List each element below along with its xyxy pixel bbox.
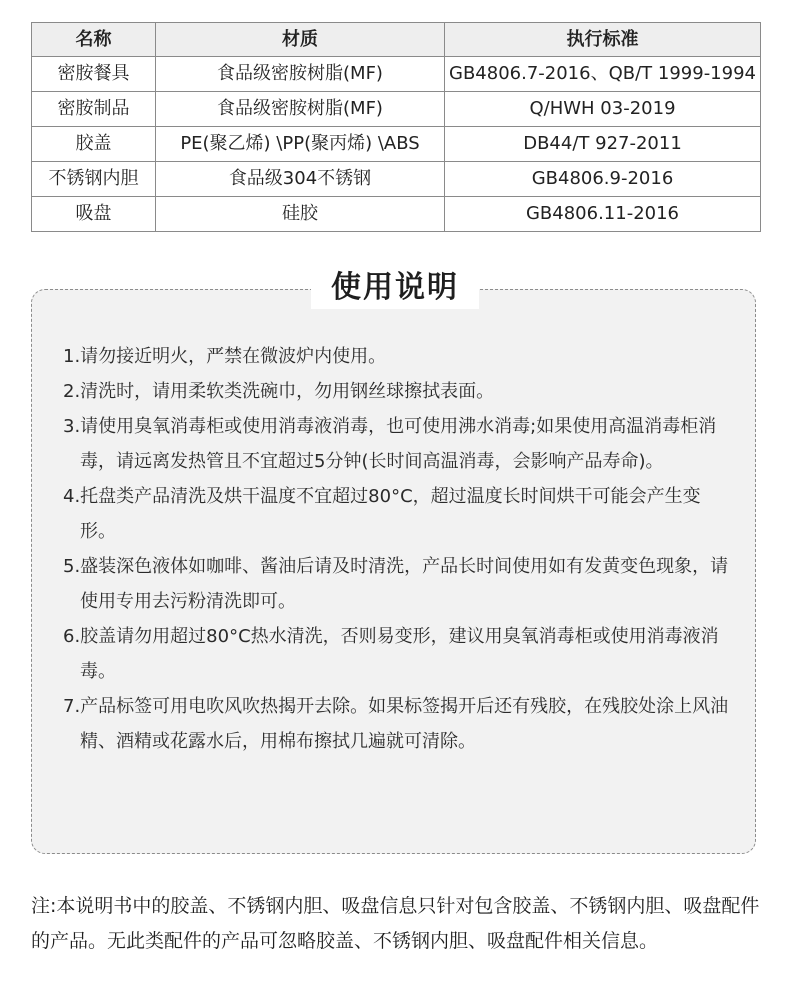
cell-material: 食品级密胺树脂(MF) <box>156 57 445 92</box>
cell-name: 吸盘 <box>32 197 156 232</box>
header-name: 名称 <box>32 23 156 57</box>
instruction-item: 1.请勿接近明火，严禁在微波炉内使用。 <box>63 346 387 367</box>
cell-name: 密胺餐具 <box>32 57 156 92</box>
table-header-row <box>32 23 761 57</box>
instructions-title: 使用说明 <box>311 267 479 309</box>
cell-standard: GB4806.11-2016 <box>445 197 761 232</box>
header-material: 材质 <box>156 23 445 57</box>
table-row <box>32 127 761 162</box>
cell-name: 胶盖 <box>32 127 156 162</box>
cell-material: PE(聚乙烯) \PP(聚丙烯) \ABS <box>156 127 445 162</box>
instruction-item: 4.托盘类产品清洗及烘干温度不宜超过80°C，超过温度长时间烘干可能会产生变形。 <box>63 486 701 542</box>
instruction-item: 5.盛装深色液体如咖啡、酱油后请及时清洗，产品长时间使用如有发黄变色现象，请使用专用去污粉清洗即可。 <box>63 556 729 612</box>
table-row <box>32 162 761 197</box>
instruction-item: 6.胶盖请勿用超过80°C热水清洗，否则易变形，建议用臭氧消毒柜或使用消毒液消毒。 <box>63 626 719 682</box>
table-row <box>32 197 761 232</box>
cell-name: 密胺制品 <box>32 92 156 127</box>
table-row <box>32 57 761 92</box>
instruction-item: 2.清洗时，请用柔软类洗碗巾，勿用钢丝球擦拭表面。 <box>63 381 495 402</box>
footer-note: 注:本说明书中的胶盖、不锈钢内胆、吸盘信息只针对包含胶盖、不锈钢内胆、吸盘配件的产品。无此类配件的产品可忽略胶盖、不锈钢内胆、吸盘配件相关信息。 <box>31 895 760 952</box>
spec-table <box>31 22 761 232</box>
instruction-item: 3.请使用臭氧消毒柜或使用消毒液消毒，也可使用沸水消毒;如果使用高温消毒柜消毒，请远离发热管且不宜超过5分钟(长时间高温消毒，会影响产品寿命)。 <box>63 416 717 472</box>
instruction-item: 7.产品标签可用电吹风吹热揭开去除。如果标签揭开后还有残胶，在残胶处涂上风油精、酒精或花露水后，用棉布擦拭几遍就可清除。 <box>63 696 729 752</box>
cell-material: 食品级密胺树脂(MF) <box>156 92 445 127</box>
cell-material: 食品级304不锈钢 <box>156 162 445 197</box>
cell-name: 不锈钢内胆 <box>32 162 156 197</box>
header-standard: 执行标准 <box>445 23 761 57</box>
cell-standard: GB4806.7-2016、QB/T 1999-1994 <box>445 57 761 92</box>
cell-standard: GB4806.9-2016 <box>445 162 761 197</box>
cell-material: 硅胶 <box>156 197 445 232</box>
cell-standard: DB44/T 927-2011 <box>445 127 761 162</box>
table-row <box>32 92 761 127</box>
instructions-list <box>63 339 735 759</box>
cell-standard: Q/HWH 03-2019 <box>445 92 761 127</box>
